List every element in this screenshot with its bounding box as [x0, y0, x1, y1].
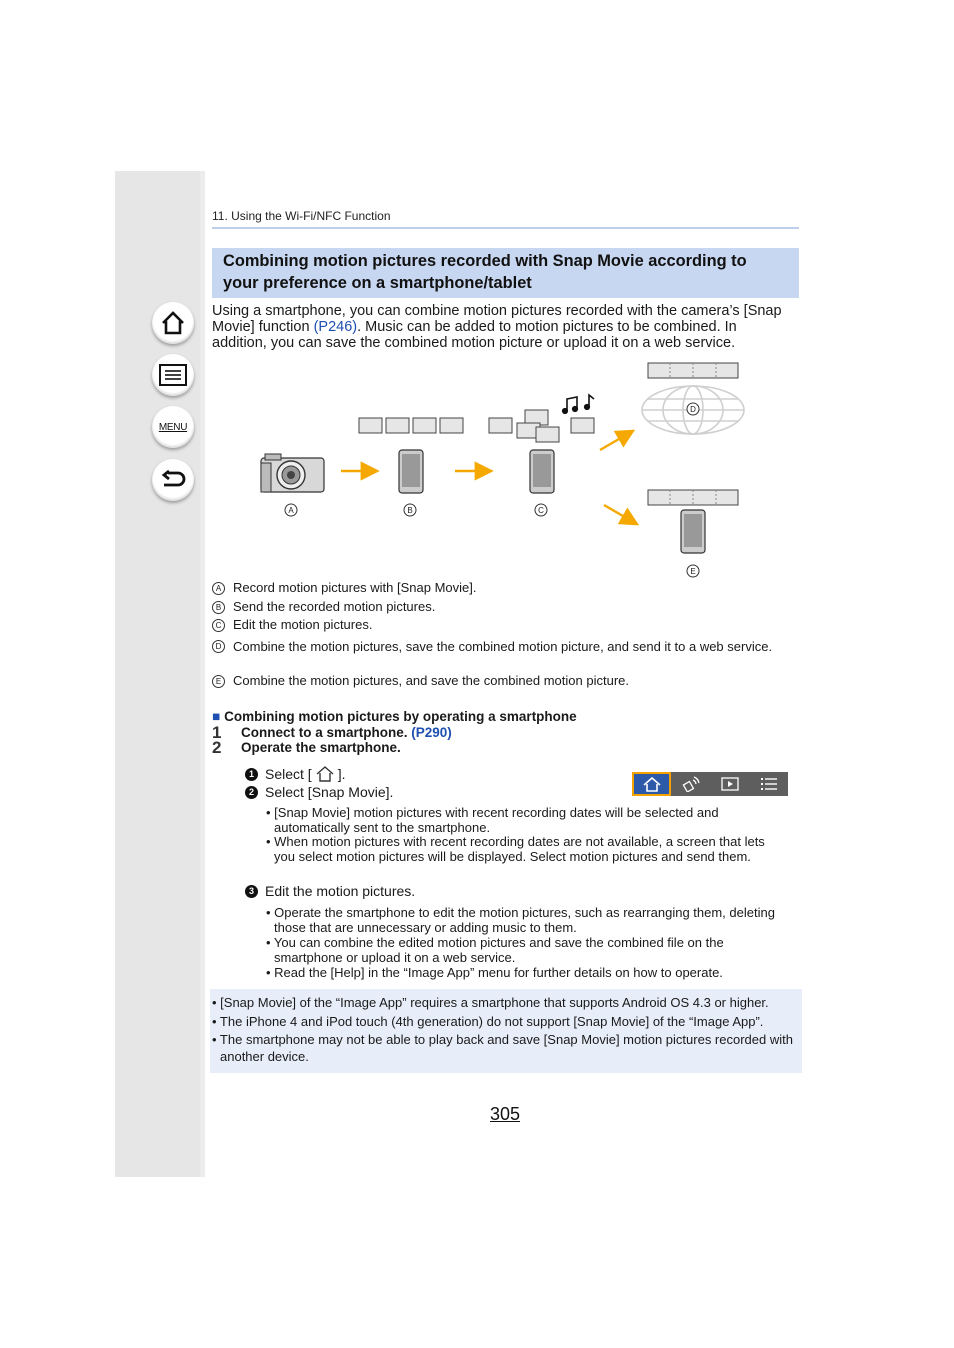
home-icon	[315, 766, 335, 782]
step-text: Connect to a smartphone.	[241, 725, 408, 740]
home-icon	[160, 310, 186, 336]
tab-remote[interactable]	[671, 772, 710, 796]
arrow	[604, 505, 635, 523]
app-tab-bar	[632, 772, 788, 796]
bullet: • Operate the smartphone to edit the motion pictures, such as rearranging them, deleting those that are unnecessary or adding music to them.	[266, 905, 775, 935]
edited-frames	[489, 410, 594, 442]
note: • [Snap Movie] of the “Image App” requires a smartphone that supports Android OS 4.3 or higher.	[212, 995, 769, 1010]
caption-text: Record motion pictures with [Snap Movie].	[233, 580, 477, 595]
substep-text: Select [	[265, 766, 312, 782]
section-marker: ■	[212, 709, 221, 724]
caption-e	[212, 672, 793, 690]
playback-icon	[721, 777, 739, 791]
step-1	[241, 725, 452, 741]
caption-letter: E	[212, 675, 225, 688]
step-number: 2	[212, 738, 222, 757]
intro-line-1: Using a smartphone, you can combine motion pictures recorded with the camera’s [Snap	[212, 303, 782, 319]
section-heading	[212, 709, 577, 724]
home-icon	[643, 777, 661, 792]
note: • The smartphone may not be able to play back and save [Snap Movie] motion pictures recorded with another device.	[212, 1032, 793, 1064]
caption-a	[212, 579, 793, 597]
substep-number: 3	[245, 885, 258, 898]
combined-movie-strip	[648, 363, 738, 378]
intro-paragraph	[212, 303, 802, 351]
step-number: 1	[212, 723, 222, 742]
arrow	[600, 432, 631, 450]
music-notes-icon	[562, 395, 594, 414]
substep-1	[245, 766, 345, 782]
label-a: A	[288, 506, 294, 515]
camera-icon	[261, 454, 324, 492]
intro-line-2	[212, 319, 802, 335]
title-line-2: your preference on a smartphone/tablet	[223, 274, 532, 292]
intro-text: . Music can be added to motion pictures to be combined. In	[357, 319, 737, 335]
contents-button[interactable]	[152, 354, 194, 396]
tab-playback[interactable]	[710, 772, 749, 796]
film-frames	[359, 418, 463, 433]
title-line-1: Combining motion pictures recorded with Snap Movie according to	[223, 252, 747, 270]
caption-letter: D	[212, 640, 225, 653]
label-b: B	[407, 506, 413, 515]
bullet: • Read the [Help] in the “Image App” menu for further details on how to operate.	[266, 965, 723, 980]
tab-home[interactable]	[632, 772, 671, 796]
page-number: 305	[490, 1104, 521, 1124]
caption-letter: B	[212, 601, 225, 614]
caption-text: Combine the motion pictures, and save the combined motion picture.	[233, 673, 629, 688]
remote-icon	[682, 776, 700, 792]
caption-c	[212, 616, 793, 634]
intro-text: Movie] function	[212, 319, 314, 335]
substep-3	[245, 883, 415, 899]
substep-2	[245, 784, 393, 800]
label-c: C	[538, 506, 544, 515]
list-icon	[760, 777, 778, 791]
workflow-diagram	[205, 355, 765, 585]
list-icon	[159, 364, 187, 386]
p246-link[interactable]: (P246)	[313, 319, 358, 335]
substep-number: 1	[245, 768, 258, 781]
caption-letter: C	[212, 619, 225, 632]
section-header: 11. Using the Wi-Fi/NFC Function	[212, 209, 391, 223]
back-button[interactable]	[152, 459, 194, 501]
smartphone-icon	[681, 510, 705, 553]
caption-letter: A	[212, 582, 225, 595]
caption-text: Edit the motion pictures.	[233, 617, 373, 632]
sidebar-edge	[200, 171, 205, 1177]
back-icon	[159, 468, 187, 492]
note: • The iPhone 4 and iPod touch (4th generation) do not support [Snap Movie] of the “Image App”.	[212, 1014, 764, 1029]
bullet: • [Snap Movie] motion pictures with recent recording dates will be selected and automatically sent to the smartphone.	[266, 805, 719, 835]
p290-link[interactable]: (P290)	[411, 725, 452, 740]
substep-text: Edit the motion pictures.	[265, 883, 416, 899]
section-heading-text: Combining motion pictures by operating a smartphone	[224, 709, 577, 724]
caption-b	[212, 598, 793, 616]
tab-list[interactable]	[749, 772, 788, 796]
menu-button[interactable]	[152, 406, 194, 448]
caption-text: Send the recorded motion pictures.	[233, 599, 436, 614]
caption-text: Combine the motion pictures, save the combined motion picture, and send it to a web service.	[233, 639, 773, 654]
page-title	[223, 250, 783, 294]
menu-label: MENU	[158, 421, 188, 433]
substep-text: ].	[337, 766, 346, 782]
substep-text: Select [Snap Movie].	[265, 784, 394, 800]
step-2: Operate the smartphone.	[241, 740, 401, 755]
bullet: • When motion pictures with recent recording dates are not available, a screen that lets you select motion pictures will be displayed. Select motion pictures and send them.	[266, 834, 765, 864]
smartphone-icon	[399, 450, 423, 493]
caption-d	[212, 637, 793, 656]
label-e: E	[690, 567, 696, 576]
intro-line-3: addition, you can save the combined motion picture or upload it on a web service.	[212, 335, 736, 351]
smartphone-icon	[530, 450, 554, 493]
header-rule	[212, 227, 799, 229]
home-button[interactable]	[152, 302, 194, 344]
substep-number: 2	[245, 786, 258, 799]
combined-movie-strip	[648, 490, 738, 505]
label-d: D	[690, 405, 696, 414]
bullet: • You can combine the edited motion pictures and save the combined file on the smartphone or upload it on a web service.	[266, 935, 724, 965]
